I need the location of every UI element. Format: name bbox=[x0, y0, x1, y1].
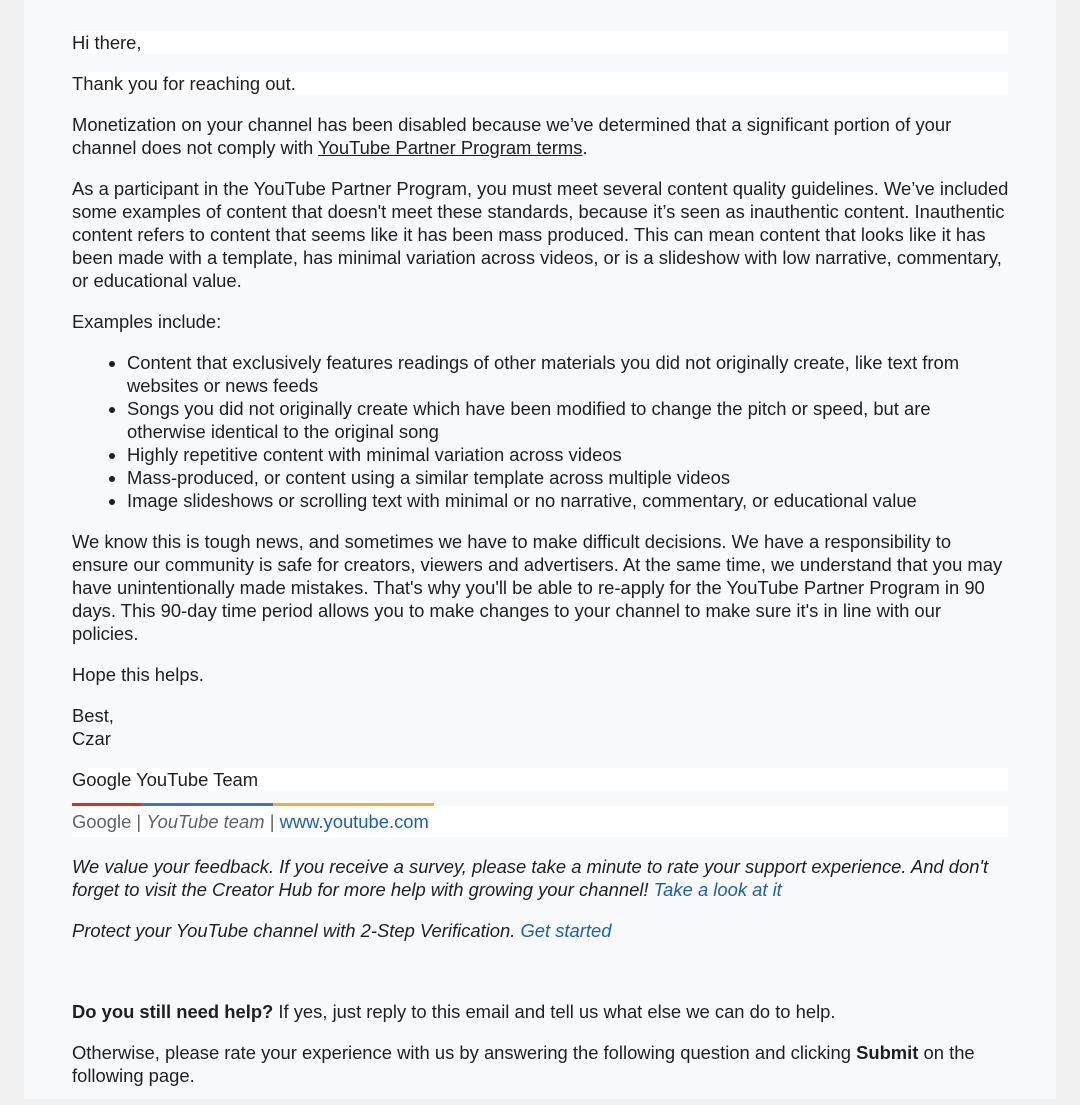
youtube-url-link[interactable]: www.youtube.com bbox=[279, 811, 429, 832]
paragraph-text: Monetization on your channel has been disabled because we’ve determined that a significant portion of your channel does not comply with bbox=[72, 114, 952, 158]
rate-text-end: on the following page. bbox=[72, 1042, 975, 1086]
list-item: • Highly repetitive content with minimal variation across videos bbox=[127, 443, 1012, 466]
signature-line bbox=[72, 806, 1008, 837]
bar-blue bbox=[141, 803, 273, 806]
list-item: • Mass-produced, or content using a similar template across multiple videos bbox=[127, 466, 1012, 489]
verification-text: Protect your YouTube channel with 2-Step Verification. bbox=[72, 920, 521, 941]
bar-yellow bbox=[273, 803, 434, 806]
rate-text: Otherwise, please rate your experience with us by answering the following question and clicking bbox=[72, 1042, 857, 1063]
email-body bbox=[72, 31, 1012, 1105]
signoff-text: Best, bbox=[72, 705, 114, 726]
examples-intro: Examples include: bbox=[72, 311, 222, 332]
sig-separator: | bbox=[131, 811, 147, 832]
email-card bbox=[24, 0, 1056, 1099]
list-item: • Content that exclusively features readings of other materials you did not originally create, like text from websites or news feeds bbox=[127, 351, 1012, 397]
verification-paragraph bbox=[72, 919, 1012, 942]
feedback-text: We value your feedback. If you receive a survey, please take a minute to rate your support experience. And don't forget to visit the Creator Hub for more help with growing your channel! bbox=[72, 856, 989, 900]
greeting: Hi there, bbox=[72, 31, 1008, 54]
paragraph-monetization bbox=[72, 113, 1012, 159]
agent-name: Czar bbox=[72, 728, 111, 749]
rate-paragraph bbox=[72, 1041, 1012, 1087]
hope-line: Hope this helps. bbox=[72, 664, 204, 685]
paragraph-text: . bbox=[582, 137, 588, 158]
help-paragraph bbox=[72, 1000, 1012, 1023]
signature-color-bar bbox=[72, 803, 434, 806]
get-started-link[interactable]: Get started bbox=[520, 920, 612, 941]
signoff bbox=[72, 704, 1012, 750]
list-item: • Songs you did not originally create which have been modified to change the pitch or speed, but are otherwise identical to the original song bbox=[127, 397, 1012, 443]
examples-list bbox=[72, 351, 1012, 512]
help-question: Do you still need help? bbox=[72, 1001, 274, 1022]
paragraph-reapply: We know this is tough news, and sometimes we have to make difficult decisions. We have a responsibility to ensure our community is safe for creators, viewers and advertisers. At the same time, we understand that you may have unintentionally made mistakes. That's why you'll be able to re-apply for the YouTube Partner Program in 90 days. This 90-day time period allows you to make changes to your channel to make sure it's in line with our policies. bbox=[72, 531, 1003, 644]
creator-hub-link[interactable]: Take a look at it bbox=[653, 879, 782, 900]
list-item: • Image slideshows or scrolling text with minimal or no narrative, commentary, or educational value bbox=[127, 489, 1012, 512]
thanks-line: Thank you for reaching out. bbox=[72, 72, 1008, 95]
team-name: Google YouTube Team bbox=[72, 768, 1008, 791]
spacer bbox=[72, 960, 1012, 1000]
sig-youtube-team: YouTube team bbox=[146, 811, 265, 832]
submit-word: Submit bbox=[856, 1042, 919, 1063]
sig-google: Google bbox=[72, 811, 132, 832]
ypp-terms-link[interactable]: YouTube Partner Program terms bbox=[318, 137, 583, 158]
help-text: If yes, just reply to this email and tell us what else we can do to help. bbox=[273, 1001, 836, 1022]
sig-separator: | bbox=[264, 811, 280, 832]
paragraph-guidelines: As a participant in the YouTube Partner Program, you must meet several content quality guidelines. We’ve included some examples of content that doesn't meet these standards, because it’s seen as inauthentic content. Inauthentic content refers to content that seems like it has been mass produced. This can mean content that looks like it has been made with a template, has minimal variation across videos, or is a slideshow with low narrative, commentary, or educational value. bbox=[72, 178, 1009, 291]
feedback-paragraph bbox=[72, 855, 1012, 901]
bar-red bbox=[72, 803, 141, 806]
